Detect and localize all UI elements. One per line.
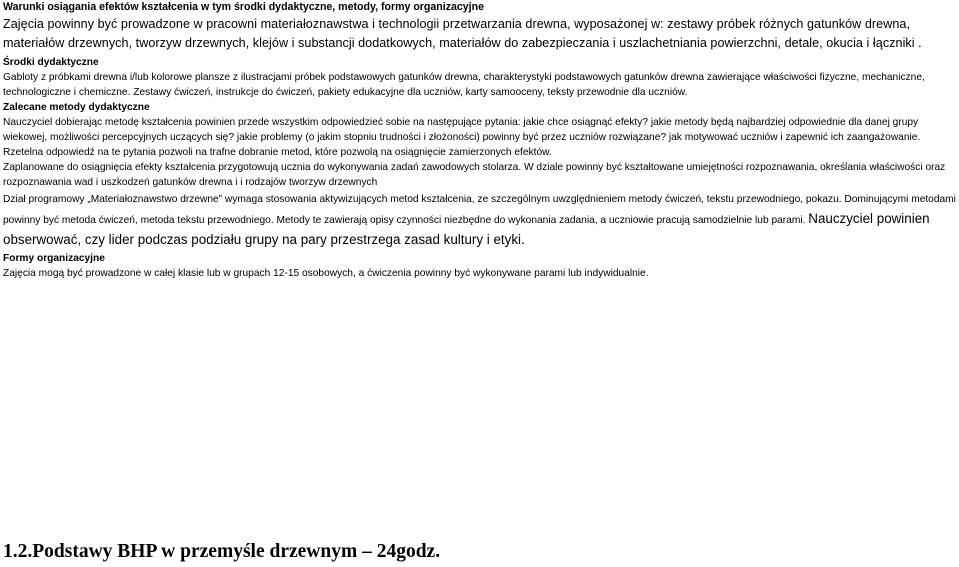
section-heading: Warunki osiągania efektów kształcenia w tym środki dydaktyczne, metody, formy organizacyjne <box>3 1 484 13</box>
metody-title: Zalecane metody dydaktyczne <box>3 102 150 113</box>
metody-paragraph-2: Zaplanowane do osiągnięcia efekty kształcenia przygotowują ucznia do wykonywania zadań zawodowych stolarza. W dziale powinny być kształtowane umiejętności rozpoznawania, określania właściwości oraz rozpoznawania wad i uszkodzeń gatunków drewna i i rodzajów tworzyw drzewnych <box>3 162 946 188</box>
metody-paragraph-3-small: Dział programowy „Materiałoznawstwo drzewne” wymaga stosowania aktywizujących metod kształcenia, ze szczególnym uwzględnieniem metody ćwiczeń, tekstu przewodniego, pokazu. Dominującymi metodami powinny być metoda ćwiczeń, metoda tekstu przewodniego. Metody te zawierają opisy czynności niezbędne do wykonania zadania, a uczniowie pracują samodzielnie lub parami. <box>3 194 956 226</box>
metody-paragraph-3-large: Nauczyciel powinien obserwować, czy lider podczas podziału grupy na pary przestrzega zasad kultury i etyki. <box>3 211 930 247</box>
formy-text: Zajęcia mogą być prowadzone w całej klasie lub w grupach 12-15 osobowych, a ćwiczenia powinny być wykonywane parami lub indywidualnie. <box>3 268 649 279</box>
metody-paragraph-3 <box>3 190 957 251</box>
formy-title: Formy organizacyjne <box>3 253 105 264</box>
srodki-text: Gabloty z próbkami drewna i/lub kolorowe plansze z ilustracjami próbek podstawowych gatunków drewna, charakterystyki podstawowych gatunków drewna zawierające właściwości fizyczne, mechaniczne, technologiczne i chemiczne. Zestawy ćwiczeń, instrukcje do ćwiczeń, pakiety edukacyjne dla uczniów, karty samooceny, teksty przewodnie dla uczniów. <box>3 72 925 98</box>
srodki-title: Środki dydaktyczne <box>3 57 99 68</box>
document-page <box>3 0 957 281</box>
chapter-heading: 1.2.Podstawy BHP w przemyśle drzewnym – 24godz. <box>3 541 441 562</box>
intro-paragraph: Zajęcia powinny być prowadzone w pracowni materiałoznawstwa i technologii przetwarzania drewna, wyposażonej w: zestawy próbek różnych gatunków drewna, materiałów drzewnych, tworzyw drzewnych, klejów i substancji dodatkowych, materiałów do zabezpieczania i uszlachetniania powierzchni, detale, okucia i łączniki . <box>3 17 922 50</box>
metody-paragraph-1: Nauczyciel dobierając metodę kształcenia powinien przede wszystkim odpowiedzieć sobie na następujące pytania: jakie chce osiągnąć efekty? jakie metody będą najbardziej odpowiednie dla danej grupy wiekowej, możliwości percepcyjnych uczących się? jakie problemy (o jakim stopniu trudności i złożoności) powinny być przez uczniów rozwiązane? jak motywować uczniów i zapewnić ich zaangażowanie. Rzetelna odpowiedź na te pytania pozwoli na trafne dobranie metod, które pozwolą na osiągnięcie zamierzonych efektów. <box>3 117 921 158</box>
